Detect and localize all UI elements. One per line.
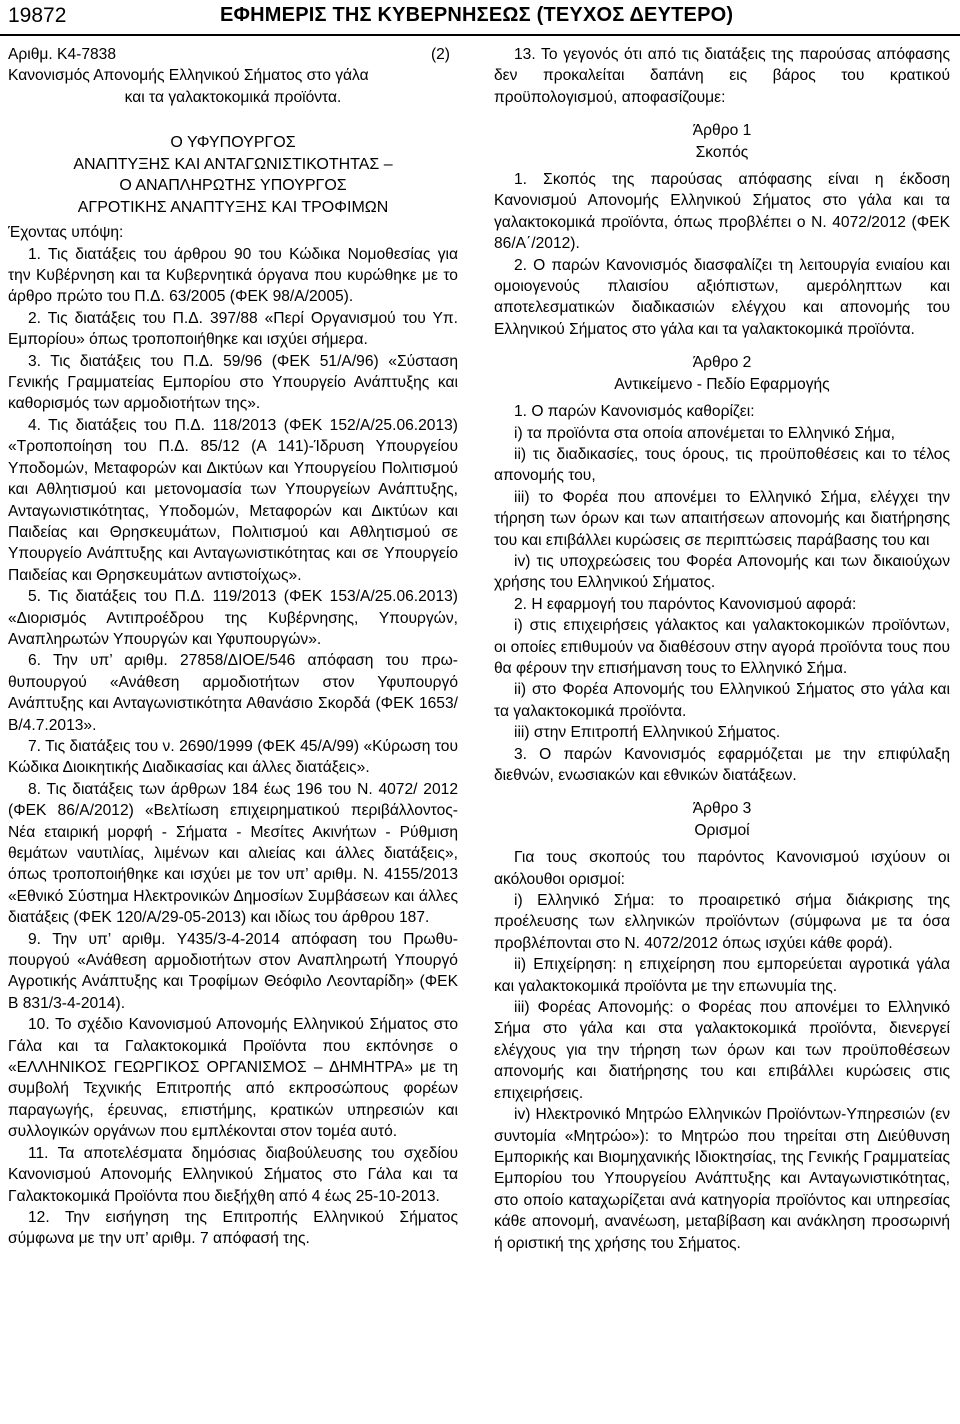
decision-number: Αριθμ. Κ4-7838 — [8, 46, 117, 63]
article-paragraph: iii) το Φορέα που απονέμει το Ελληνικό Σήμα, ελέγχει την τήρηση των όρων και των απαιτήσεων απονομής και διατήρησης του και επιβάλλει κυρώσεις σε περιπτώσεις παράβασης του και — [494, 488, 950, 549]
preamble-item: 2. Τις διατάξεις του Π.Δ. 397/88 «Περί Οργανισμού του Υπ. Εμπορίου» όπως τροποποιήθηκε και ισχύει σήμερα. — [8, 309, 458, 349]
article-paragraph: ii) στο Φορέα Απονομής του Ελληνικού Σήματος στο γάλα και τα γαλακτοκομικά προϊόντα. — [494, 681, 950, 720]
left-column — [8, 44, 458, 1250]
preamble-item: 13. Το γεγονός ότι από τις διατάξεις της παρούσας απόφασης δεν προκαλείται δαπάνη εις βάρος του κρατικού προϋπολογισμού, αποφασίζουμε: — [494, 46, 950, 106]
preamble-item: 8. Τις διατάξεις των άρθρων 184 έως 196 του Ν. 4072/ 2012 (ΦΕΚ 86/Α/2012) «Βελτίωση επιχειρηματικού περιβάλλοντος-Νέα εταιρική μορφή - Σήματα - Μεσίτες Ακινήτων - Ρύθμιση θεμάτων ναυτιλίας, λιμένων και αλιείας και άλλες διατάξεις», όπως τροποποιήθηκε και ισχύει με τον υπ’ αριθμ. Ν. 4155/2013 «Εθνικό Σύστημα Ηλεκτρονικών Δημοσίων Συμβάσεων και άλλες διατάξεις (ΦΕΚ 120/Α/29-05-2013) και ιδίως του άρθρου 187. — [8, 780, 458, 927]
preamble-item: 5. Τις διατάξεις του Π.Δ. 119/2013 (ΦΕΚ 153/Α/25.06.2013) «Διορισμός Αντιπροέδρου της Κυβέρνησης, Υπουργών, Αναπληρωτών Υπουργών και Υφυπουργών». — [8, 588, 458, 648]
minister-line: Ο ΥΦΥΠΟΥΡΓΟΣ — [170, 134, 296, 152]
page-number: 19872 — [8, 4, 67, 27]
header-rule — [0, 34, 960, 36]
article-paragraph: 2. Η εφαρμογή του παρόντος Κανονισμού αφορά: — [514, 595, 857, 613]
article-paragraph: 2. Ο παρών Κανονισμός διασφαλίζει τη λειτουργία ενιαίου και ομοιογενούς πλαισίου αξιόπιστων, αμερόληπτων και αποτελεσματικών διαδικασιών ελέγχου και απονομής του Ελληνικού Σήματος στο γάλα και τα γαλακτοκομικά προϊόντα. — [494, 256, 950, 338]
minister-line: ΑΝΑΠΤΥΞΗΣ ΚΑΙ ΑΝΤΑΓΩΝΙΣΤΙΚΟΤΗΤΑΣ – — [73, 155, 393, 173]
preamble-item: 3. Τις διατάξεις του Π.Δ. 59/96 (ΦΕΚ 51/Α/96) «Σύσταση Γενικής Γραμματείας Εμπορίου στο Υπουργείο Ανάπτυξης και καθορισμός των αρμοδιοτήτων της». — [8, 352, 458, 413]
article-subtitle: Ορισμοί — [694, 821, 750, 839]
preamble-item: 12. Την εισήγηση της Επιτροπής Ελληνικού Σήματος σύμφωνα με την υπ’ αριθμ. 7 απόφασή της. — [8, 1208, 458, 1248]
article-paragraph: iii) στην Επιτροπή Ελληνικού Σήματος. — [514, 724, 781, 742]
article-paragraph: 3. Ο παρών Κανονισμός εφαρμόζεται με την επιφύλαξη διεθνών, ενωσιακών και εθνικών διατάξεων. — [494, 745, 950, 784]
article-1-heading — [494, 120, 950, 163]
decision-heading — [8, 44, 458, 108]
article-paragraph: 1. Ο παρών Κανονισμός καθορίζει: — [514, 403, 755, 421]
preamble-item: 1. Τις διατάξεις του άρθρου 90 του Κώδικα Νομοθεσίας για την Κυβέρνηση και τα Κυβερνητικά όργανα που κυρώθηκε με το άρθρο πρώτο του Π.Δ. 63/2005 (ΦΕΚ 98/Α/2005). — [8, 245, 458, 306]
article-number: Άρθρο 2 — [692, 354, 752, 372]
article-paragraph: i) στις επιχειρήσεις γάλακτος και γαλακτοκομικών προϊόντων, οι οποίες επιθυμούν να διαθέσουν στην αγορά προϊόντα τους που θα φέρουν την επισήμανση τους το Ελληνικό Σήμα. — [494, 617, 950, 677]
article-paragraph: i) τα προϊόντα στα οποία απονέμεται το Ελληνικό Σήμα, — [514, 424, 895, 442]
preamble-item: 9. Την υπ’ αριθμ. Υ435/3-4-2014 απόφαση του Πρωθυπουργού «Ανάθεση αρμοδιοτήτων στον Αναπληρωτή Υπουργό Αγροτικής Ανάπτυξης και Τροφίμων Θεόφιλο Λεονταρίδη» (ΦΕΚ Β 831/3-4-2014). — [8, 930, 458, 1012]
article-paragraph: iv) Ηλεκτρονικό Μητρώο Ελληνικών Προϊόντων-Υπηρεσιών (εν συντομία «Μητρώο»): το Μητρώο που τηρείται στη Διεύθυνση Εμπορικής και Βιομηχανικής Ιδιοκτησίας, της Γενικής Γραμματείας Εμπορίου του Υπουργείου Ανάπτυξης και Ανταγωνιστικότητας, στο οποίο καταχωρίζεται ανά κατηγορία προϊόντος και υπηρεσίας κάθε απονομή, ανανέωση, μεταβίβαση και ανάκληση προσωρινή ή οριστική της χρήσης του Σήματος. — [494, 1106, 950, 1252]
preamble-item: 7. Τις διατάξεις του ν. 2690/1999 (ΦΕΚ 45/Α/99) «Κύρωση του Κώδικα Διοικητικής Διαδικασίας και άλλες διατάξεις». — [8, 737, 458, 777]
article-paragraph: i) Ελληνικό Σήμα: το προαιρετικό σήμα διάκρισης της προέλευσης των ελληνικών προϊόντων (σύμφωνα με τα όσα προβλέπονται στο Ν. 4072/2012 όπως ισχύει κάθε φορά). — [494, 892, 950, 952]
article-paragraph: iv) τις υποχρεώσεις του Φορέα Απονομής και των δικαιούχων χρήσης του Ελληνικού Σήματος. — [494, 552, 950, 592]
preamble-intro: Έχοντας υπόψη: — [8, 224, 124, 242]
preamble-item: 6. Την υπ’ αριθμ. 27858/ΔΙΟΕ/546 απόφαση του πρωθυπουργού «Ανάθεση αρμοδιοτήτων στον Υφυπουργό Ανάπτυξης και Ανταγωνιστικότητα Αθανάσιο Σκορδά (ΦΕΚ 1653/Β/4.7.2013». — [8, 652, 458, 734]
minister-line: Ο ΑΝΑΠΛΗΡΩΤΗΣ ΥΠΟΥΡΓΟΣ — [119, 177, 347, 195]
article-3-heading — [494, 798, 950, 841]
article-paragraph: ii) τις διαδικασίες, τους όρους, τις προϋποθέσεις και το τέλος απονομής του, — [494, 445, 950, 485]
article-paragraph: ii) Επιχείρηση: η επιχείρηση που εμπορεύεται αγροτικά γάλα και γαλακτοκομικά προϊόντα με την επωνυμία της. — [494, 956, 950, 995]
article-paragraph: Για τους σκοπούς του παρόντος Κανονισμού ισχύουν οι ακόλουθοι ορισμοί: — [494, 849, 950, 888]
preamble-item: 10. Το σχέδιο Κανονισμού Απονομής Ελληνικού Σήματος στο Γάλα και τα Γαλακτοκομικά Προϊόντα που εκπόνησε ο «ΕΛΛΗΝΙΚΟΣ ΓΕΩΡΓΙΚΟΣ ΟΡΓΑΝΙΣΜΟΣ – ΔΗΜΗΤΡΑ» με τη συμβολή Τεχνικής Επιτροπής από εκπροσώπους φορέων παραγωγής, έρευνας, επιστήμης, κρατικών υπηρεσιών και συλλογικών οργάνων που εμπλέκονται στον τομέα αυτό. — [8, 1016, 458, 1141]
right-column — [494, 44, 950, 1254]
decision-title-line1: Κανονισμός Απονομής Ελληνικού Σήματος στο γάλα — [8, 67, 369, 85]
article-number: Άρθρο 3 — [692, 800, 752, 818]
minister-line: ΑΓΡΟΤΙΚΗΣ ΑΝΑΠΤΥΞΗΣ ΚΑΙ ΤΡΟΦΙΜΩΝ — [77, 198, 389, 216]
preamble-item: 11. Τα αποτελέσματα δημόσιας διαβούλευσης του σχεδίου Κανονισμού Απονομής Ελληνικού Σήματος στο Γάλα και τα Γαλακτοκομικά Προϊόντα που διεξήχθη από 4 έως 25-10-2013. — [8, 1144, 458, 1205]
article-paragraph: 1. Σκοπός της παρούσας απόφασης είναι η έκδοση Κανονισμού Απονομής Ελληνικού Σήματος στο γάλα και τα γαλακτοκομικά προϊόντα, όπως προβλέπει ο Ν. 4072/2012 (ΦΕΚ 86/Α΄/2012). — [494, 171, 950, 253]
article-subtitle: Σκοπός — [695, 143, 749, 161]
preamble-item: 4. Τις διατάξεις του Π.Δ. 118/2013 (ΦΕΚ 152/Α/25.06.2013) «Τροποποίηση του Π.Δ. 85/12 (Α 141)-Ίδρυση Υπουργείου Υποδομών, Μεταφορών και Δικτύων και Υπουργείου Πολιτισμού και Αθλητισμού και μετονομασία των Υπουργείων Ανάπτυξης, Ανταγωνιστικότητας, Υποδομών, Μεταφορών και Δικτύων και Παιδείας και Θρησκευμάτων, Πολιτισμού και Αθλητισμού σε Υπουργείο Ανάπτυξης και Ανταγωνιστικότητας και σε Υπουργείο Παιδείας και Θρησκευμάτων αντιστοίχως». — [8, 416, 458, 584]
article-number: Άρθρο 1 — [692, 122, 752, 140]
article-2-heading — [494, 352, 950, 395]
decision-index: (2) — [430, 46, 450, 63]
article-subtitle: Αντικείμενο - Πεδίο Εφαρμογής — [614, 375, 830, 393]
decision-title-line2: και τα γαλακτοκομικά προϊόντα. — [124, 88, 342, 106]
journal-title: ΕΦΗΜΕΡΙΣ ΤΗΣ ΚΥΒΕΡΝΗΣΕΩΣ (ΤΕΥΧΟΣ ΔΕΥΤΕΡΟ) — [220, 4, 734, 26]
page-header — [0, 0, 960, 36]
minister-block — [8, 132, 458, 218]
article-paragraph: iii) Φορέας Απονομής: ο Φορέας που απονέμει το Ελληνικό Σήμα στο γάλα και στα γαλακτοκομικά προϊόντα, διενεργεί ελέγχους για την τήρηση των όρων και των προϋποθέσεων απονομής και διατήρησης του και επιβάλλει κυρώσεις στις επιχειρήσεις. — [494, 999, 950, 1102]
